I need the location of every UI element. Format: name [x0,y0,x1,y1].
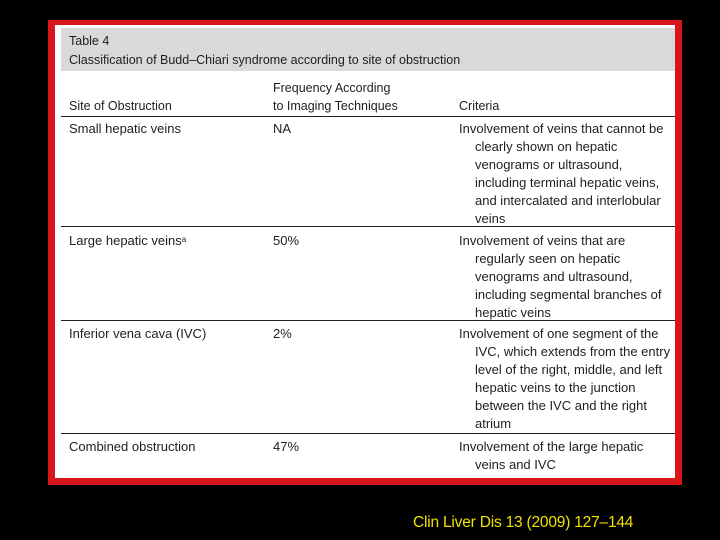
row3-frequency: 2% [273,326,292,341]
header-rule [61,116,675,117]
table-caption [61,28,675,71]
row2-site-footnote: a [181,235,187,244]
row4-criteria: Involvement of the large hepatic veins and IVC [459,439,644,472]
row1-frequency: NA [273,121,292,136]
header-frequency [273,79,398,115]
header-frequency-line2: to Imaging Techniques [273,99,398,113]
row3-criteria: Involvement of one segment of the IVC, which extends from the entry level of the right, middle, and left hepatic veins to the junction between the IVC and the right atrium [459,326,671,431]
row2-site [69,232,186,250]
header-site: Site of Obstruction [69,99,172,113]
row2-criteria: Involvement of veins that are regularly seen on hepatic venograms and ultrasound, including segmental branches of hepatic veins [459,233,662,320]
row1-criteria: Involvement of veins that cannot be clearly shown on hepatic venograms or ultrasound, including terminal hepatic veins, and intercalated and interlobular veins [459,121,664,226]
header-frequency-line1: Frequency According [273,81,391,95]
row4-frequency: 47% [273,439,300,454]
row-rule [61,433,675,434]
row2-frequency: 50% [273,233,300,248]
row4-site: Combined obstruction [69,439,196,454]
row-rule [61,226,675,227]
table-number: Table 4 [69,34,110,48]
table-title: Classification of Budd–Chiari syndrome according to site of obstruction [69,53,461,67]
row3-site: Inferior vena cava (IVC) [69,326,207,341]
header-criteria: Criteria [459,99,500,113]
row-rule [61,320,675,321]
citation: Clin Liver Dis 13 (2009) 127–144 [413,514,634,531]
row2-site-text: Large hepatic veins [69,233,182,248]
row1-site: Small hepatic veins [69,121,181,136]
table-panel [55,25,675,478]
